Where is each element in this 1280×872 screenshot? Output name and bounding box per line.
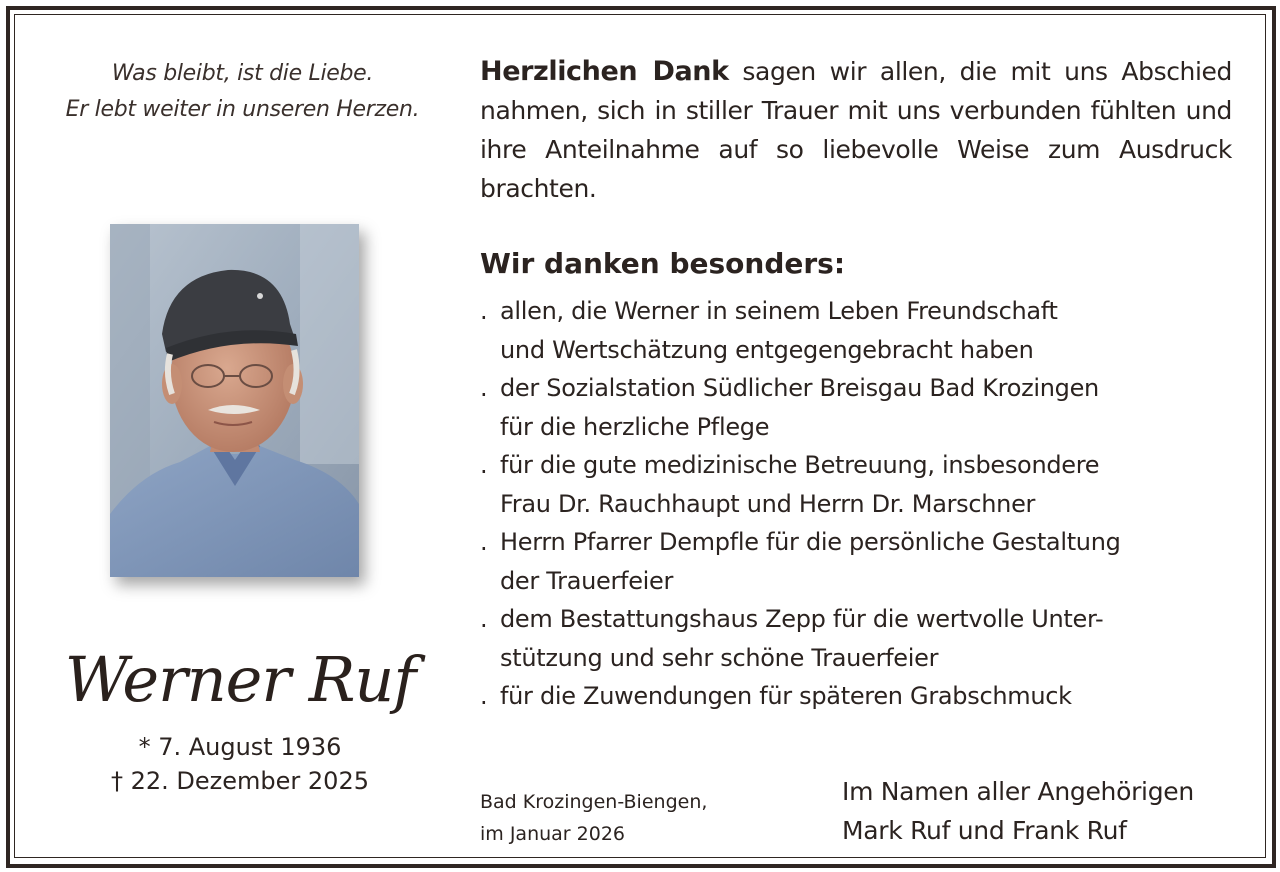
- thanks-item-text: für die gute medizinische Betreuung, insbesondere Frau Dr. Rauchhaupt und Herrn Dr. Marschner: [500, 451, 1100, 518]
- thanks-bullet: .: [480, 528, 488, 556]
- deceased-name: Werner Ruf: [64, 643, 416, 716]
- thanks-item: [480, 446, 1232, 523]
- signature-names: Mark Ruf und Frank Ruf: [842, 816, 1127, 845]
- intro-lead: Herzlichen Dank: [480, 56, 729, 87]
- portrait-photo: [110, 224, 359, 577]
- thanks-item: [480, 523, 1232, 600]
- motto-block: [40, 56, 445, 128]
- thanks-item-text: allen, die Werner in seinem Leben Freundschaft und Wertschätzung entgegengebracht haben: [500, 297, 1058, 364]
- thanks-heading: Wir danken besonders:: [480, 247, 846, 280]
- death-date: † 22. Dezember 2025: [111, 767, 369, 795]
- signature-block: [842, 772, 1194, 850]
- thanks-bullet: .: [480, 451, 488, 479]
- thanks-item: [480, 369, 1232, 446]
- signature-line-1: Im Namen aller Angehörigen: [842, 777, 1194, 806]
- thanks-item: [480, 292, 1232, 369]
- motto-line-2: Er lebt weiter in unseren Herzen.: [65, 97, 420, 122]
- thanks-bullet: .: [480, 682, 488, 710]
- thanks-item-text: Herrn Pfarrer Dempfle für die persönliche Gestaltung der Trauerfeier: [500, 528, 1121, 595]
- thanks-list: [480, 292, 1232, 716]
- thanks-item: [480, 677, 1232, 716]
- thanks-item-text: der Sozialstation Südlicher Breisgau Bad Krozingen für die herzliche Pflege: [500, 374, 1099, 441]
- thanks-item-text: dem Bestattungshaus Zepp für die wertvolle Unter- stützung und sehr schöne Trauerfeier: [500, 605, 1104, 672]
- birth-date: * 7. August 1936: [138, 733, 342, 761]
- thanks-bullet: .: [480, 297, 488, 325]
- date-line: im Januar 2026: [480, 823, 626, 845]
- place-date-block: [480, 786, 707, 850]
- thanks-bullet: .: [480, 605, 488, 633]
- place-line: Bad Krozingen-Biengen,: [480, 791, 708, 813]
- thanks-item-text: für die Zuwendungen für späteren Grabschmuck: [500, 682, 1072, 710]
- thanks-bullet: .: [480, 374, 488, 402]
- intro-text: sagen wir allen, die mit uns Abschied nahmen, sich in stiller Trauer mit uns verbunden fühlten und ihre Anteilnahme auf so liebevolle Weise zum Ausdruck brachten.: [480, 57, 1232, 203]
- thanks-item: [480, 600, 1232, 677]
- thanks-column: [480, 52, 1232, 732]
- life-dates: [30, 730, 450, 798]
- intro-paragraph: [480, 52, 1232, 208]
- motto-line-1: Was bleibt, ist die Liebe.: [111, 61, 374, 86]
